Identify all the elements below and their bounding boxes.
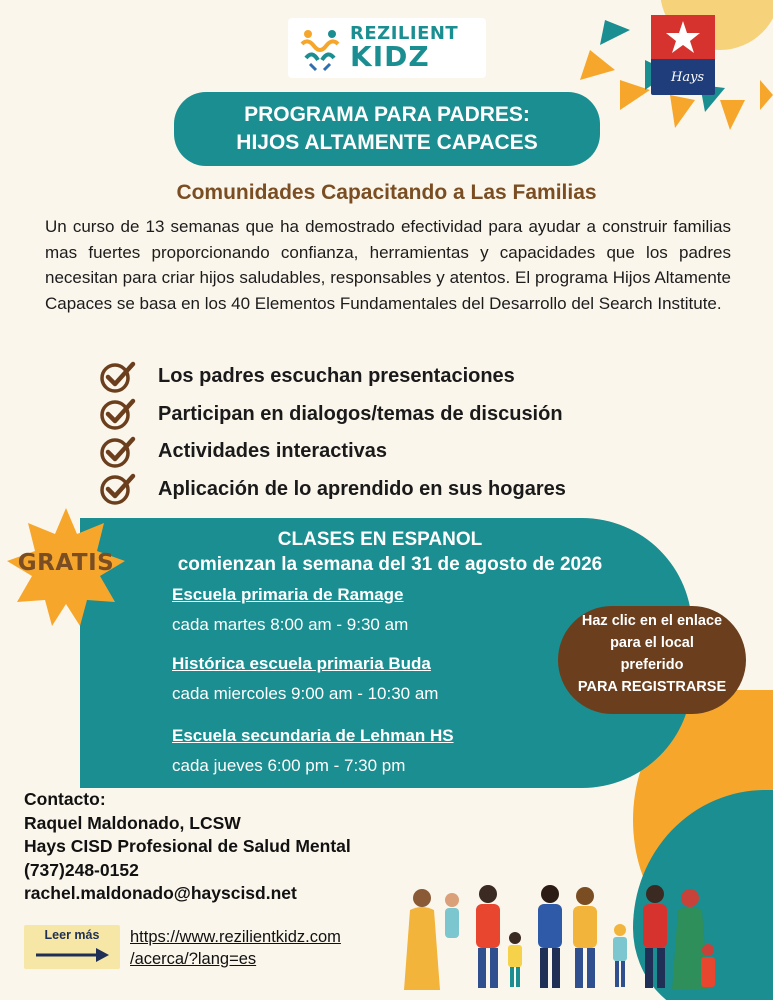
- school-time-lehman: cada jueves 6:00 pm - 7:30 pm: [172, 756, 406, 775]
- checklist-item: [100, 396, 700, 434]
- checklist-text: Actividades interactivas: [158, 440, 387, 463]
- logo-line-1: REZILIENT: [350, 23, 459, 44]
- title-line-1: PROGRAMA PARA PADRES:: [244, 103, 530, 126]
- contact-phone[interactable]: (737)248-0152: [24, 859, 139, 880]
- contact-role: Hays CISD Profesional de Salud Mental: [24, 836, 351, 856]
- checklist-item: [100, 358, 700, 396]
- hays-label: Hays: [671, 70, 705, 85]
- contact-label: Contacto:: [24, 789, 106, 809]
- read-more-label: Leer más: [44, 928, 100, 942]
- checklist-item: [100, 471, 700, 509]
- checklist-item: [100, 433, 700, 471]
- title-line-2: HIJOS ALTAMENTE CAPACES: [236, 131, 538, 154]
- checklist-text: Participan en dialogos/temas de discusión: [158, 402, 563, 425]
- register-line-3: preferido: [620, 657, 684, 673]
- school-link-lehman[interactable]: Escuela secundaria de Lehman HS: [172, 726, 454, 745]
- school-link-ramage[interactable]: Escuela primaria de Ramage: [172, 585, 404, 604]
- logo-figures-icon: [296, 24, 344, 72]
- class-start-date: comienzan la semana del 31 de agosto de 2026: [177, 554, 603, 575]
- contact-email[interactable]: rachel.maldonado@hayscisd.net: [24, 883, 297, 903]
- check-circle-icon: [100, 360, 136, 394]
- check-circle-icon: [100, 472, 136, 506]
- feature-checklist: [100, 358, 700, 508]
- school-time-buda: cada miercoles 9:00 am - 10:30 am: [172, 684, 439, 703]
- checklist-text: Aplicación de lo aprendido en sus hogares: [158, 477, 566, 500]
- contact-block: [24, 788, 424, 906]
- logo-line-2: KIDZ: [350, 40, 430, 73]
- gratis-label: GRATIS: [17, 550, 115, 576]
- register-line-4: PARA REGISTRARSE: [577, 679, 727, 695]
- family-illustration: [400, 880, 740, 990]
- website-link[interactable]: [130, 926, 420, 970]
- contact-name: Raquel Maldonado, LCSW: [24, 812, 241, 833]
- website-link-line-2: /acerca/?lang=es: [130, 950, 257, 968]
- program-title: [174, 92, 600, 166]
- website-link-line-1: https://www.rezilientkidz.com: [130, 928, 341, 946]
- register-callout: [558, 606, 746, 714]
- checklist-text: Los padres escuchan presentaciones: [158, 365, 515, 388]
- intro-paragraph: Un curso de 13 semanas que ha demostrado efectividad para ayudar a construir familias mas fuertes proporcionando confianza, herramientas y capacidades que los padres necesitan para criar hijos saludables, responsables y atentos. El programa Hijos Altamente Capaces se basa en los 40 Elementos Fundamentales del Desarrollo del Search Institute.: [45, 217, 731, 313]
- rezilient-kidz-logo: [288, 18, 486, 78]
- school-time-ramage: cada martes 8:00 am - 9:30 am: [172, 615, 409, 634]
- arrow-right-icon: [34, 947, 110, 963]
- register-line-2: para el local: [610, 635, 694, 651]
- check-circle-icon: [100, 397, 136, 431]
- check-circle-icon: [100, 435, 136, 469]
- hays-cisd-logo: [651, 15, 715, 95]
- class-heading: CLASES EN ESPANOL: [277, 529, 483, 550]
- school-link-buda[interactable]: Histórica escuela primaria Buda: [172, 654, 431, 673]
- register-line-1: Haz clic en el enlace: [581, 613, 723, 629]
- subtitle: Comunidades Capacitando a Las Familias: [176, 181, 597, 204]
